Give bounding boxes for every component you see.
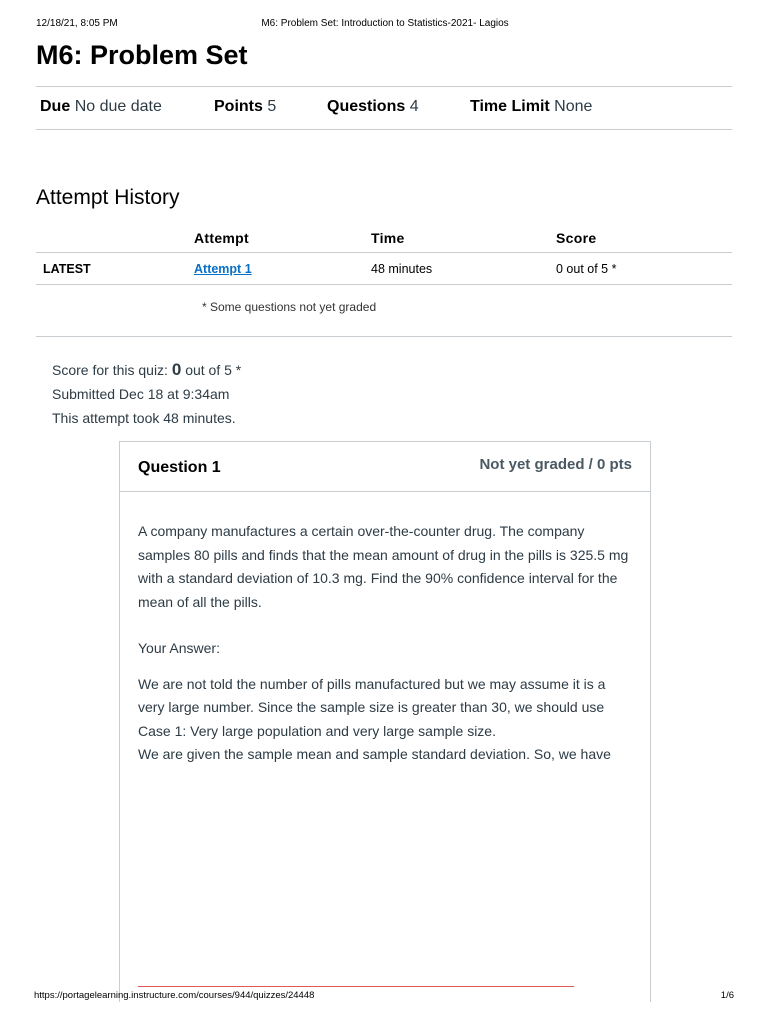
print-date: 12/18/21, 8:05 PM (36, 18, 118, 29)
score-value: 0 (171, 360, 182, 379)
time-limit-label: Time Limit (470, 98, 550, 115)
questions-label: Questions (327, 98, 406, 115)
question-text: A company manufactures a certain over-the-counter drug. The company samples 80 pills and finds that the mean amount of drug in the pills is 325.5 mg with a standard deviation of 10.3 mg. Find the 90% confidence interval for the mean of all the pills. (138, 523, 629, 610)
points-value: 5 (267, 98, 277, 115)
answer-label: Your Answer: (138, 640, 220, 656)
print-page-number: 1/6 (720, 990, 734, 1001)
red-divider (138, 986, 574, 987)
row-latest-label: LATEST (43, 262, 91, 276)
quiz-meta-bar (36, 86, 732, 130)
quiz-score-line (52, 358, 241, 382)
points-info (214, 98, 276, 116)
attempt-1-link[interactable]: Attempt 1 (194, 262, 252, 276)
print-url: https://portagelearning.instructure.com/courses/944/quizzes/24448 (34, 990, 315, 1001)
table-bottom-divider (36, 336, 732, 337)
question-status: Not yet graded / 0 pts (479, 456, 632, 473)
question-title: Question 1 (138, 459, 221, 476)
attempt-cell (194, 262, 252, 276)
answer-text-1: We are not told the number of pills manufactured but we may assume it is a very large number. Since the sample size is greater than 30, we should use Case 1: Very large population and very large sample size. (138, 675, 606, 739)
questions-value: 4 (409, 98, 419, 115)
time-limit-info (470, 98, 592, 116)
questions-info (327, 98, 419, 116)
attempt-history-title: Attempt History (36, 186, 180, 209)
due-label: Due (40, 98, 71, 115)
answer-text-2: We are given the sample mean and sample standard deviation. So, we have (138, 746, 611, 762)
print-header (36, 18, 734, 32)
header-time: Time (371, 230, 405, 246)
score-prefix: Score for this quiz: (52, 362, 168, 378)
due-value: No due date (74, 98, 162, 115)
print-footer (34, 990, 734, 1002)
score-summary (52, 358, 241, 430)
points-label: Points (214, 98, 263, 115)
grading-footnote: * Some questions not yet graded (202, 300, 377, 314)
due-info (40, 98, 162, 116)
row-divider (36, 284, 732, 285)
time-limit-value: None (554, 98, 593, 115)
header-divider (36, 252, 732, 253)
print-doc-title: M6: Problem Set: Introduction to Statistics-2021- Lagios (261, 18, 509, 29)
row-time: 48 minutes (371, 262, 433, 276)
header-score: Score (556, 230, 597, 246)
row-score: 0 out of 5 * (556, 262, 617, 276)
header-attempt: Attempt (194, 230, 249, 246)
question-card (119, 441, 651, 1002)
score-suffix: out of 5 * (185, 362, 242, 378)
submitted-line: Submitted Dec 18 at 9:34am (52, 386, 230, 402)
question-header (120, 442, 650, 492)
question-body (138, 520, 632, 767)
duration-line: This attempt took 48 minutes. (52, 410, 236, 426)
page-title: M6: Problem Set (36, 40, 248, 70)
